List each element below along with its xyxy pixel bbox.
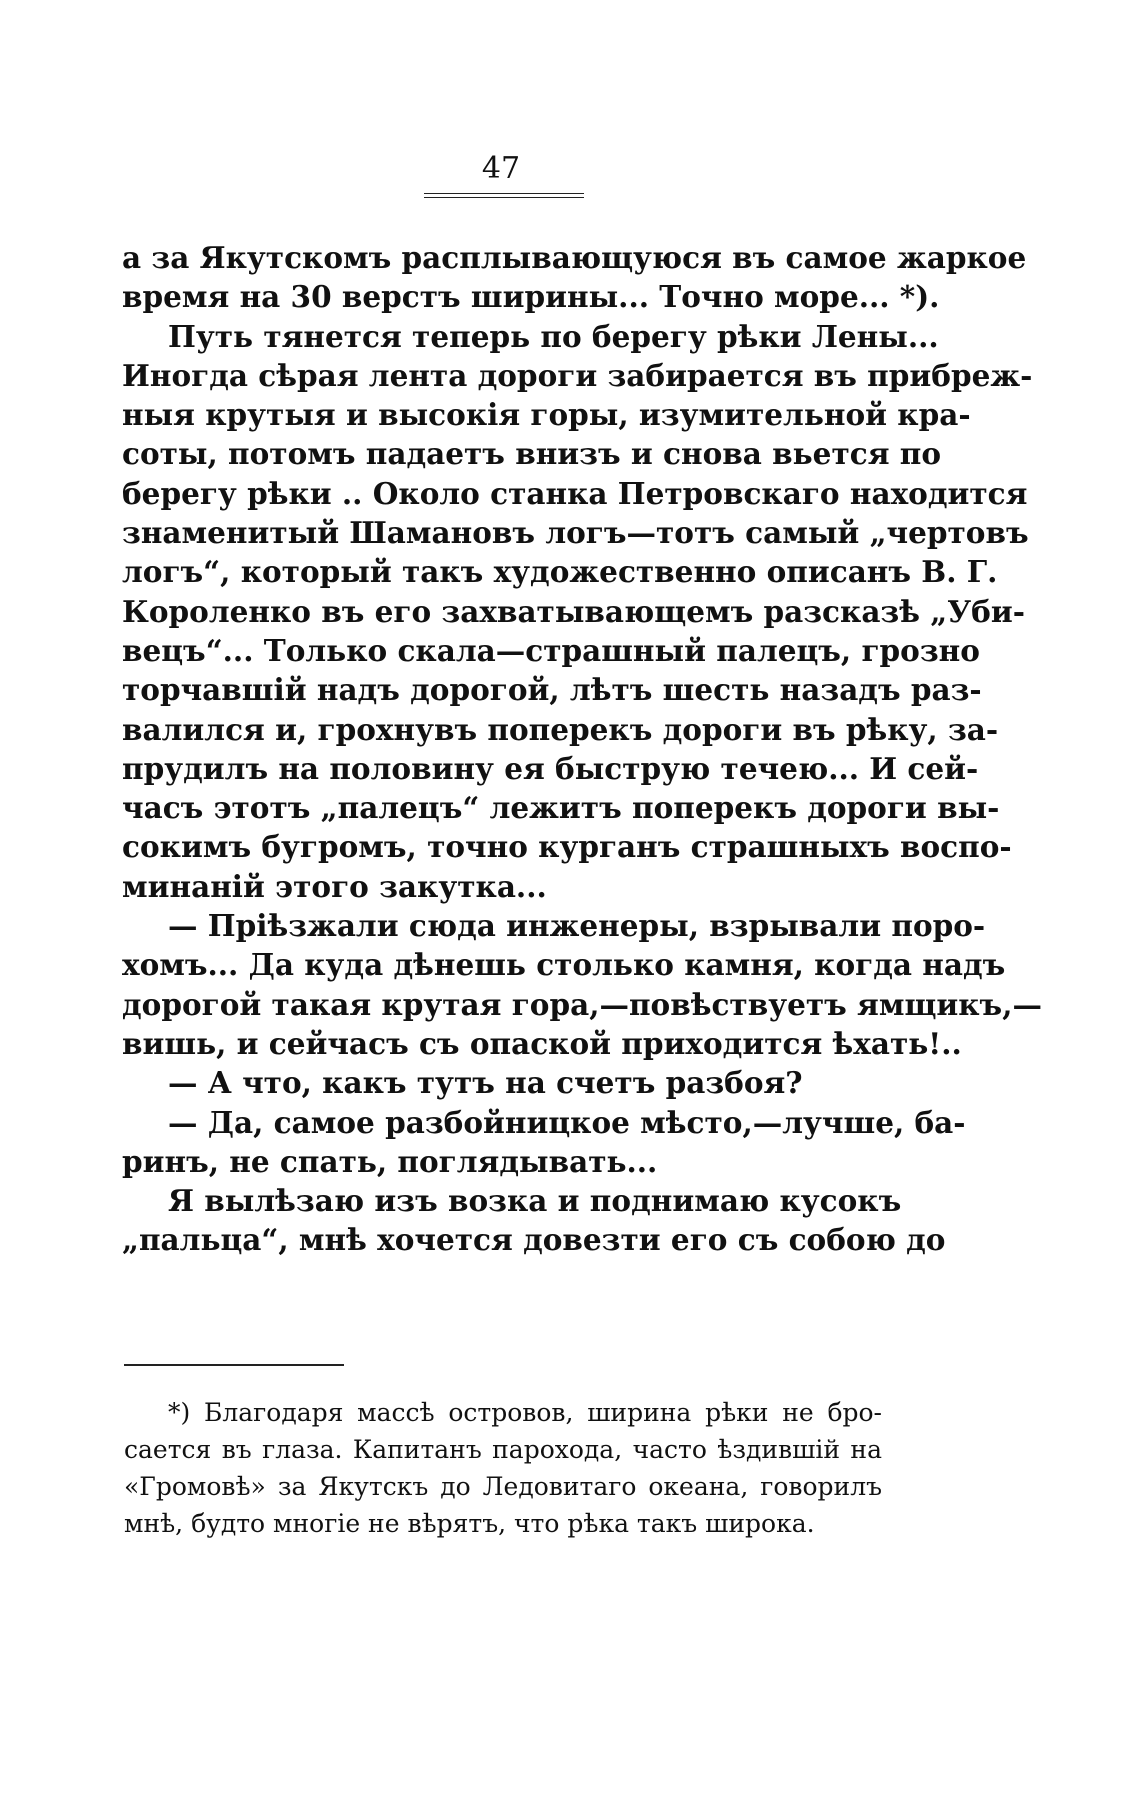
header-rule-second [424, 197, 584, 198]
footnote-line: сается въ глаза. Капитанъ парохода, часто ѣздившій на [124, 1435, 882, 1464]
text-line: соты, потомъ падаетъ внизъ и снова вьется по [122, 436, 942, 472]
text-line: Короленко въ его захватывающемъ разсказѣ „Уби- [122, 593, 1025, 629]
footnote-rule [124, 1364, 344, 1366]
text-line: — А что, какъ тутъ на счетъ разбоя? [168, 1065, 803, 1101]
text-line: валился и, грохнувъ поперекъ дороги въ рѣку, за- [122, 711, 999, 747]
main-text [122, 238, 1042, 1260]
text-line: берегу рѣки .. Около станка Петровскаго находится [122, 475, 1028, 511]
footnote [124, 1394, 882, 1542]
text-line: Иногда сѣрая лента дороги забирается въ прибреж- [122, 357, 1033, 393]
text-line: торчавшій надъ дорогой, лѣтъ шесть назадъ раз- [122, 672, 982, 708]
text-line: прудилъ на половину ея быструю течею... И сей- [122, 750, 979, 786]
text-line: а за Якутскомъ расплывающуюся въ самое жаркое [122, 240, 1027, 275]
text-line: ринъ, не спать, поглядывать... [122, 1143, 658, 1179]
page-number: 47 [481, 151, 521, 186]
text-line: минаній этого закутка... [122, 868, 547, 904]
text-line: дорогой такая крутая гора,—повѣствуетъ ямщикъ,— [122, 986, 1042, 1022]
text-line: вишь, и сейчасъ съ опаской приходится ѣхать!.. [122, 1025, 962, 1061]
text-line: часъ этотъ „палецъ“ лежитъ поперекъ дороги вы- [122, 790, 1000, 826]
text-line: Путь тянется теперь по берегу рѣки Лены... [168, 318, 939, 354]
text-line: вецъ“... Только скала—страшный палецъ, грозно [122, 632, 980, 668]
footnote-line: *) Благодаря массѣ островов, ширина рѣки не бро- [168, 1398, 882, 1427]
footnote-line: «Громовѣ» за Якутскъ до Ледовитаго океана, говорилъ [124, 1472, 882, 1501]
text-line: — Да, самое разбойницкое мѣсто,—лучше, ба- [168, 1104, 966, 1140]
text-line: Я вылѣзаю изъ возка и поднимаю кусокъ [168, 1183, 902, 1219]
text-line: „пальца“, мнѣ хочется довезти его съ собою до [122, 1222, 946, 1258]
footnote-line: мнѣ, будто многіе не вѣрятъ, что рѣка такъ широка. [124, 1509, 815, 1538]
text-line: логъ“, который такъ художественно описанъ В. Г. [122, 554, 998, 590]
text-line: сокимъ бугромъ, точно курганъ страшныхъ воспо- [122, 829, 1012, 865]
text-line: — Пріѣзжали сюда инженеры, взрывали поро- [168, 908, 986, 944]
text-line: знаменитый Шамановъ логъ—тотъ самый „чертовъ [122, 515, 1029, 551]
text-line: хомъ... Да куда дѣнешь столько камня, когда надъ [122, 947, 1006, 983]
header-rule [424, 193, 584, 194]
text-line: ныя крутыя и высокія горы, изумительной кра- [122, 397, 971, 433]
text-line: время на 30 верстъ ширины... Точно море... *). [122, 279, 940, 315]
